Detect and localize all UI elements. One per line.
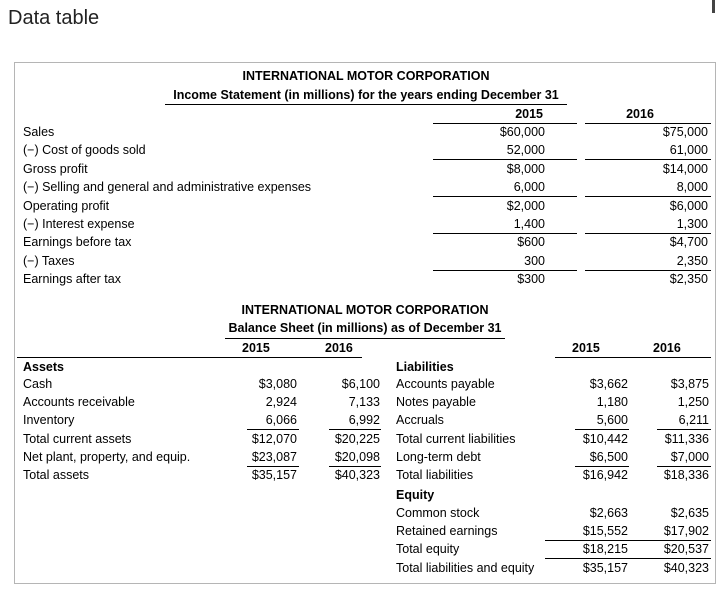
- liability-subtotal-rule-2015: [575, 429, 629, 430]
- asset-row-value-2016: 6,992: [348, 413, 380, 428]
- asset-row-value-2015: 6,066: [265, 413, 297, 428]
- equity-row-value-2016: $40,323: [663, 560, 709, 575]
- liability-row-value-2016: $11,336: [664, 431, 709, 446]
- asset-row-value-2015: $35,157: [251, 468, 297, 482]
- data-table-frame: [14, 62, 716, 584]
- income-row-value-2015: 300: [524, 253, 545, 268]
- equity-subtotal-rule-2016: [627, 558, 711, 559]
- income-row-label: Gross profit: [23, 161, 88, 176]
- income-row-value-2015: 1,400: [513, 217, 545, 231]
- liability-row-label: Accruals: [396, 413, 444, 428]
- liability-row-value-2015: $16,942: [582, 468, 628, 482]
- equity-row-label: Common stock: [396, 506, 480, 520]
- liability-row-label: Long-term debt: [396, 449, 481, 464]
- asset-row-label: Cash: [23, 377, 53, 391]
- asset-row-value-2015: $23,087: [251, 449, 297, 464]
- income-row-value-2015: $2,000: [506, 198, 545, 213]
- liability-row-value-2016: 1,250: [677, 395, 709, 410]
- income-subtotal-rule-2015: [433, 159, 577, 160]
- income-row-value-2016: $14,000: [662, 161, 708, 176]
- liability-row-value-2015: 5,600: [596, 413, 628, 428]
- income-row-value-2016: 1,300: [676, 217, 708, 231]
- liability-row-value-2015: 1,180: [596, 395, 628, 410]
- liability-row-value-2015: $3,662: [589, 377, 628, 391]
- equity-subtotal-rule-2015: [545, 558, 629, 559]
- income-year-2016: 2016: [626, 107, 654, 121]
- income-year-rule-2015: [433, 123, 577, 124]
- income-subtotal-rule-2016: [585, 196, 711, 197]
- equity-subtotal-rule-2016: [627, 540, 711, 541]
- income-row-value-2016: $4,700: [669, 235, 708, 250]
- equity-row-label: Retained earnings: [396, 524, 498, 539]
- income-row-label: Earnings after tax: [23, 272, 121, 287]
- balance-asset-year-2015: 2015: [242, 341, 270, 355]
- income-row-value-2015: 52,000: [506, 143, 545, 158]
- liability-row-value-2016: $3,875: [670, 377, 709, 391]
- asset-row-value-2016: $6,100: [341, 377, 380, 391]
- equity-heading: Equity: [396, 488, 435, 502]
- asset-subtotal-rule-2016: [329, 466, 381, 467]
- liability-row-label: Accounts payable: [396, 377, 495, 391]
- income-row-value-2015: 6,000: [513, 180, 545, 195]
- asset-row-value-2016: $20,225: [334, 431, 380, 446]
- income-company-title: INTERNATIONAL MOTOR CORPORATION: [242, 69, 490, 83]
- income-row-value-2016: $6,000: [669, 198, 708, 213]
- income-row-value-2016: 61,000: [669, 143, 708, 158]
- income-row-label: (−) Taxes: [23, 253, 75, 268]
- assets-heading: Assets: [23, 360, 64, 374]
- income-subtotal-rule-2016: [585, 270, 711, 271]
- income-row-value-2015: $8,000: [506, 161, 545, 176]
- income-row-value-2016: $2,350: [669, 272, 708, 287]
- income-row-value-2016: $75,000: [662, 125, 708, 139]
- liability-row-value-2015: $10,442: [582, 431, 628, 446]
- income-row-label: Sales: [23, 125, 55, 139]
- income-row-value-2016: 8,000: [676, 180, 708, 195]
- income-subtotal-rule-2015: [433, 196, 577, 197]
- liability-row-value-2016: $7,000: [670, 449, 709, 464]
- income-header-rule: [165, 104, 567, 105]
- asset-row-value-2016: $40,323: [334, 468, 380, 482]
- equity-row-label: Total equity: [396, 542, 460, 557]
- liability-row-label: Notes payable: [396, 395, 476, 410]
- equity-row-value-2015: $18,215: [582, 542, 628, 557]
- asset-row-label: Net plant, property, and equip.: [23, 449, 191, 464]
- balance-subtitle: Balance Sheet (in millions) as of December 31: [228, 321, 502, 335]
- equity-row-value-2015: $35,157: [582, 560, 628, 575]
- liability-subtotal-rule-2016: [657, 429, 711, 430]
- asset-row-label: Accounts receivable: [23, 395, 135, 410]
- asset-row-value-2016: $20,098: [334, 449, 380, 464]
- income-row-value-2015: $600: [517, 235, 545, 250]
- income-subtotal-rule-2016: [585, 159, 711, 160]
- liability-row-value-2015: $6,500: [589, 449, 628, 464]
- page-title: Data table: [8, 7, 100, 29]
- liability-subtotal-rule-2016: [657, 466, 711, 467]
- asset-subtotal-rule-2015: [247, 466, 299, 467]
- balance-right-rule: [555, 357, 711, 358]
- income-year-rule-2016: [585, 123, 711, 124]
- balance-asset-year-2016: 2016: [325, 341, 353, 355]
- liability-row-label: Total liabilities: [396, 468, 474, 482]
- page-header: [0, 0, 726, 40]
- income-row-value-2016: 2,350: [676, 253, 708, 268]
- equity-row-value-2016: $2,635: [670, 506, 709, 520]
- income-year-2015: 2015: [515, 107, 543, 121]
- equity-row-value-2016: $17,902: [663, 524, 709, 539]
- equity-row-value-2015: $2,663: [589, 506, 628, 520]
- income-row-label: Operating profit: [23, 198, 110, 213]
- asset-row-value-2015: $3,080: [258, 377, 297, 391]
- liability-row-value-2016: 6,211: [678, 413, 709, 428]
- liability-row-label: Total current liabilities: [396, 431, 516, 446]
- income-row-label: (−) Cost of goods sold: [23, 143, 146, 158]
- equity-row-value-2016: $20,537: [663, 542, 709, 557]
- equity-row-value-2015: $15,552: [582, 524, 628, 539]
- income-subtotal-rule-2015: [433, 270, 577, 271]
- income-row-value-2015: $300: [517, 272, 545, 287]
- balance-left-rule: [17, 357, 362, 358]
- income-row-label: Earnings before tax: [23, 235, 132, 250]
- liability-subtotal-rule-2015: [575, 466, 629, 467]
- liability-row-value-2016: $18,336: [663, 468, 709, 482]
- balance-liab-year-2015: 2015: [572, 341, 600, 355]
- income-subtotal-rule-2016: [585, 233, 711, 234]
- income-row-label: (−) Interest expense: [23, 217, 135, 231]
- asset-row-value-2015: $12,070: [251, 431, 297, 446]
- asset-row-value-2016: 7,133: [348, 395, 380, 410]
- balance-header-rule: [225, 338, 505, 339]
- asset-row-label: Total assets: [23, 468, 90, 482]
- equity-subtotal-rule-2015: [545, 540, 629, 541]
- asset-subtotal-rule-2016: [329, 429, 381, 430]
- income-subtotal-rule-2015: [433, 233, 577, 234]
- asset-row-value-2015: 2,924: [265, 395, 297, 410]
- equity-row-label: Total liabilities and equity: [396, 560, 535, 575]
- asset-row-label: Total current assets: [23, 431, 132, 446]
- asset-row-label: Inventory: [23, 413, 75, 428]
- balance-company-title: INTERNATIONAL MOTOR CORPORATION: [241, 303, 489, 317]
- income-row-value-2015: $60,000: [499, 125, 545, 139]
- liabilities-heading: Liabilities: [396, 360, 454, 374]
- minimize-icon[interactable]: [712, 0, 715, 13]
- asset-subtotal-rule-2015: [247, 429, 299, 430]
- income-row-label: (−) Selling and general and administrative expenses: [23, 180, 312, 195]
- income-subtitle: Income Statement (in millions) for the years ending December 31: [173, 88, 559, 102]
- balance-liab-year-2016: 2016: [653, 341, 681, 355]
